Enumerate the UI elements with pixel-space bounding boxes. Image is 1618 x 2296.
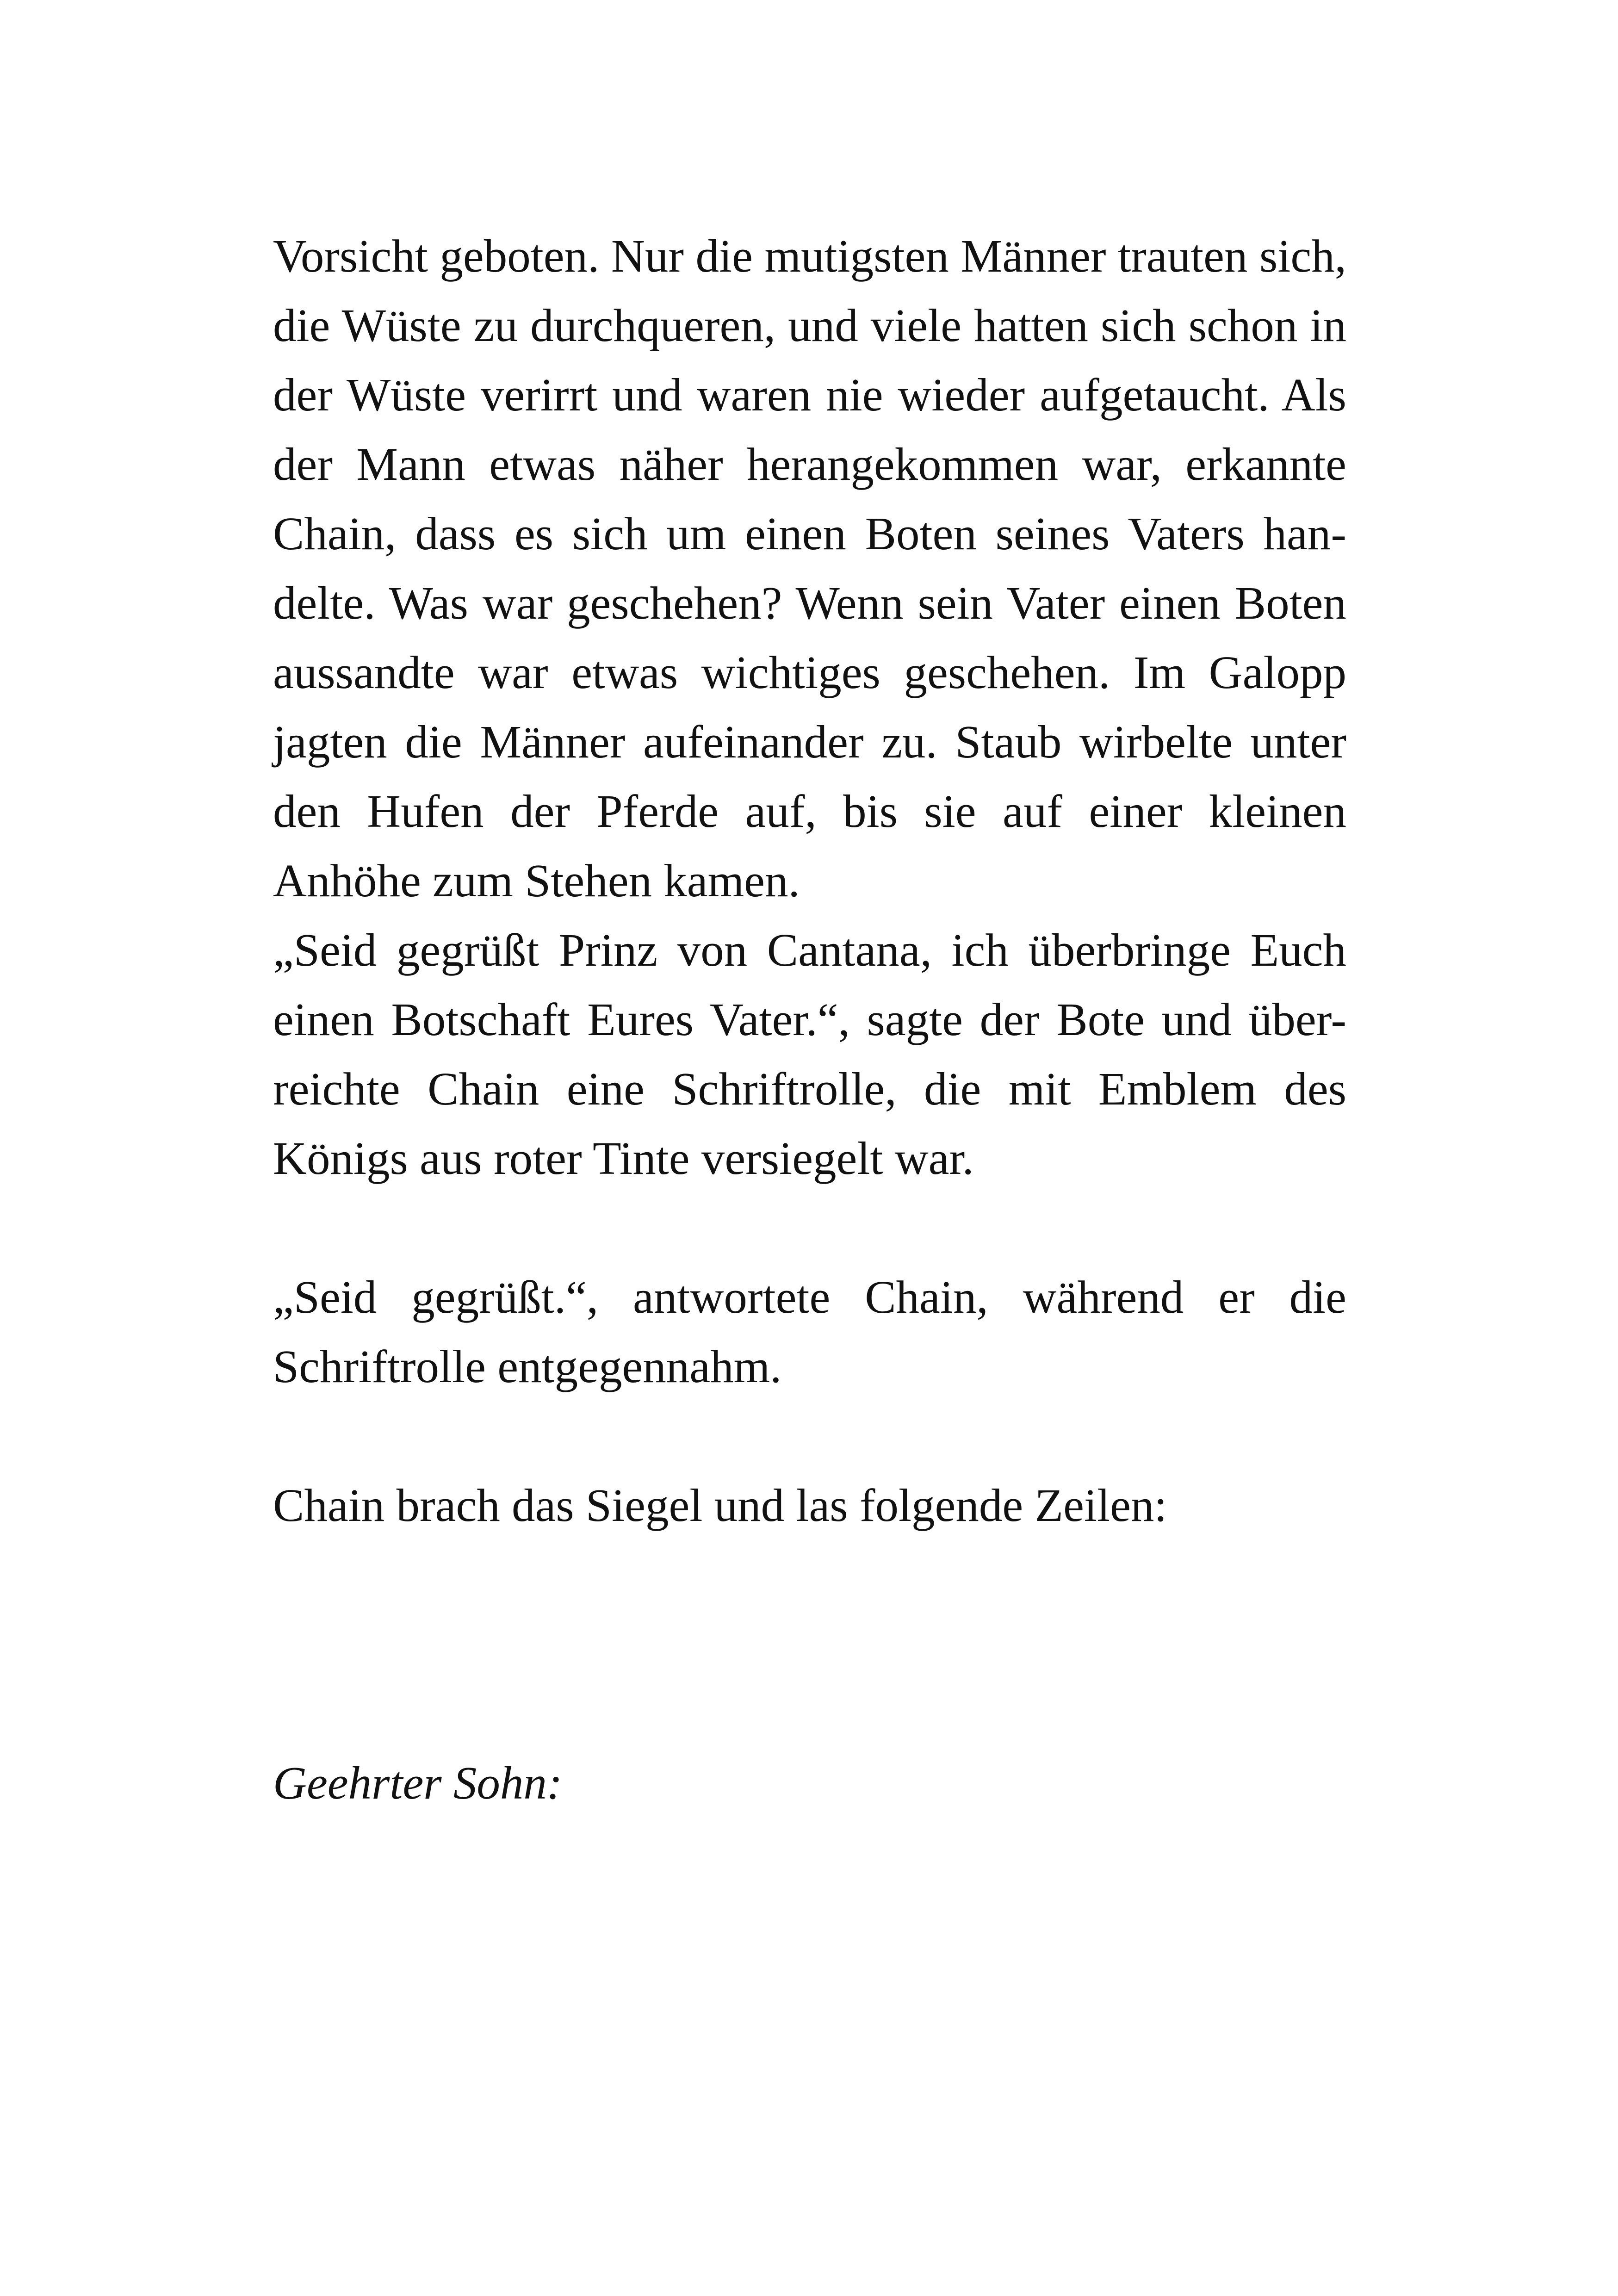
text-line: die Wüste zu durchqueren, und viele hatten sich schon in bbox=[273, 299, 1346, 351]
text-line: der Wüste verirrt und waren nie wieder aufgetaucht. Als bbox=[273, 369, 1346, 421]
text-line: Anhöhe zum Stehen kamen. bbox=[273, 855, 800, 906]
text-line: jagten die Männer aufeinander zu. Staub wirbelte unter bbox=[273, 716, 1346, 768]
text-line: der Mann etwas näher herangekommen war, erkannte bbox=[273, 438, 1346, 490]
text-line: Königs aus roter Tinte versiegelt war. bbox=[273, 1132, 974, 1184]
salutation-text: Geehrter Sohn: bbox=[273, 1757, 563, 1809]
text-line: „Seid gegrüßt.“, antwortete Chain, während er die bbox=[273, 1271, 1346, 1323]
text-line: den Hufen der Pferde auf, bis sie auf einer kleinen bbox=[273, 785, 1346, 837]
paragraph-3 bbox=[273, 1262, 1346, 1401]
text-line: reichte Chain eine Schriftrolle, die mit Emblem des bbox=[273, 1063, 1346, 1115]
text-line: Chain, dass es sich um einen Boten seines Vaters han- bbox=[273, 508, 1346, 559]
text-line: Vorsicht geboten. Nur die mutigsten Männer trauten sich, bbox=[273, 230, 1346, 282]
text-line: Schriftrolle entgegennahm. bbox=[273, 1340, 782, 1392]
text-line: „Seid gegrüßt Prinz von Cantana, ich überbringe Euch bbox=[273, 924, 1346, 976]
paragraph-2 bbox=[273, 915, 1346, 1193]
text-line: einen Botschaft Eures Vater.“, sagte der Bote und über- bbox=[273, 993, 1346, 1045]
text-line: delte. Was war geschehen? Wenn sein Vater einen Boten bbox=[273, 577, 1346, 629]
text-line: aussandte war etwas wichtiges geschehen. Im Galopp bbox=[273, 646, 1346, 698]
letter-salutation bbox=[273, 1748, 1346, 1818]
text-line: Chain brach das Siegel und las folgende Zeilen: bbox=[273, 1479, 1167, 1531]
paragraph-4 bbox=[273, 1471, 1346, 1540]
paragraph-1 bbox=[273, 221, 1346, 915]
